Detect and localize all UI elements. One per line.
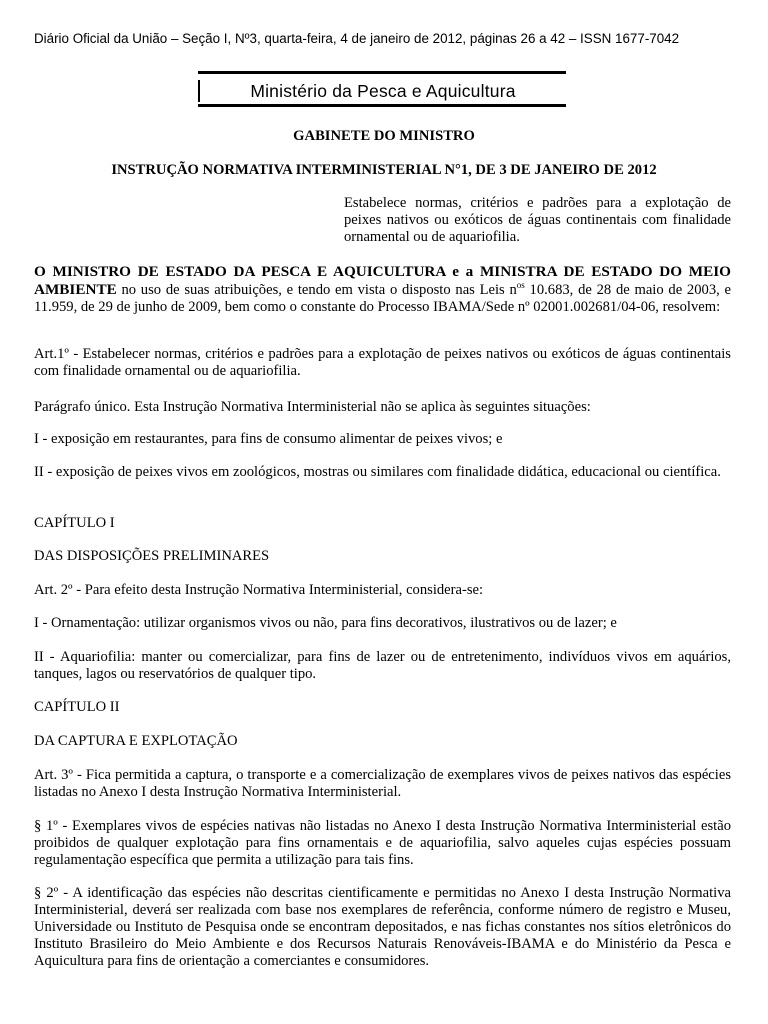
chapter-2-heading: CAPÍTULO II xyxy=(34,699,120,715)
preamble-authority-b: MINISTRA DE ESTADO DO MEIO AMBIENTE xyxy=(34,263,731,298)
article-3-paragraph-1: § 1º - Exemplares vivos de espécies nativas não listadas no Anexo I desta Instrução Normativa Interministerial estão proibidos de qualquer explotação para fins ornamentais e de aquariofilia, salvo aqueles cujas espécies possuam regulamentação específica que permita a utilização para tais fins. xyxy=(34,818,731,868)
publication-citation: Diário Oficial da União – Seção I, Nº3, quarta-feira, 4 de janeiro de 2012, páginas 26 a 42 – ISSN 1677-7042 xyxy=(34,31,680,46)
article-3-paragraph-2: § 2º - A identificação das espécies não descritas cientificamente e permitidas no Anexo I desta Instrução Normativa Interministerial, deverá ser realizada com base nos exemplares de referência, conforme número de registro e Museu, Universidade ou Instituto de Pesquisa onde se encontram depositados, e nas fichas constantes nos sítios eletrônicos do Instituto Brasileiro do Meio Ambiente e dos Recursos Naturais Renováveis-IBAMA e do Ministério da Pesca e Aquicultura para fins de orientação a comerciantes e consumidores. xyxy=(34,885,731,969)
preamble xyxy=(34,263,731,316)
preamble-text-1: no uso de suas atribuições, e tendo em vista o disposto nas Leis n xyxy=(116,282,517,298)
preamble-connector: e a xyxy=(445,263,480,280)
preamble-superscript: os xyxy=(516,280,525,291)
article-1-item-ii: II - exposição de peixes vivos em zoológicos, mostras ou similares com finalidade didática, educacional ou científica. xyxy=(34,464,721,480)
article-2: Art. 2º - Para efeito desta Instrução Normativa Interministerial, considera-se: xyxy=(34,582,484,598)
document-title: INSTRUÇÃO NORMATIVA INTERMINISTERIAL N°1, DE 3 DE JANEIRO DE 2012 xyxy=(111,162,657,178)
ministry-title: Ministério da Pesca e Aquicultura xyxy=(250,81,516,101)
article-1: Art.1º - Estabelecer normas, critérios e padrões para a explotação de peixes nativos ou exóticos de águas continentais com finalidade ornamental ou de aquariofilia. xyxy=(34,346,731,379)
paragraph-unico: Parágrafo único. Esta Instrução Normativa Interministerial não se aplica às seguintes situações: xyxy=(34,399,591,415)
chapter-2-title: DA CAPTURA E EXPLOTAÇÃO xyxy=(34,733,238,749)
preamble-authority-a: O MINISTRO DE ESTADO DA PESCA E AQUICULTURA xyxy=(34,263,446,280)
chapter-1-title: DAS DISPOSIÇÕES PRELIMINARES xyxy=(34,548,270,564)
article-3: Art. 3º - Fica permitida a captura, o transporte e a comercialização de exemplares vivos de peixes nativos das espécies listadas no Anexo I desta Instrução Normativa Interministerial. xyxy=(34,767,731,800)
preamble-text-2: 10.683, de 28 de maio de 2003, e 11.959, de 29 de junho de 2009, bem como o constante do Processo IBAMA/Sede nº 02001.002681/04-06, resolvem: xyxy=(34,282,731,315)
article-2-item-i: I - Ornamentação: utilizar organismos vivos ou não, para fins decorativos, ilustrativos ou de lazer; e xyxy=(34,615,617,631)
ministry-banner xyxy=(198,71,566,107)
article-1-item-i: I - exposição em restaurantes, para fins de consumo alimentar de peixes vivos; e xyxy=(34,431,503,447)
chapter-1-heading: CAPÍTULO I xyxy=(34,515,115,531)
document-summary: Estabelece normas, critérios e padrões para a explotação de peixes nativos ou exóticos de águas continentais com finalidade ornamental ou de aquariofilia. xyxy=(344,195,731,245)
article-2-item-ii: II - Aquariofilia: manter ou comercializar, para fins de lazer ou de entretenimento, indivíduos vivos em aquários, tanques, lagos ou reservatórios de qualquer tipo. xyxy=(34,649,731,682)
office-heading: GABINETE DO MINISTRO xyxy=(293,128,475,144)
